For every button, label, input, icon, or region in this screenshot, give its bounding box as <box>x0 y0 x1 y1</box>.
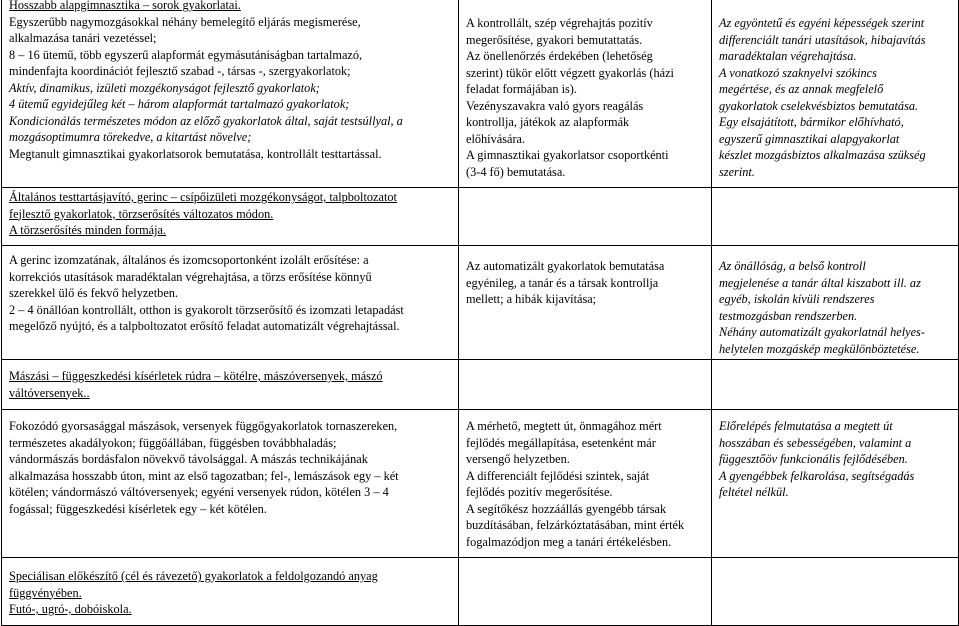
text-line: A differenciált fejlődési szintek, saját <box>466 468 650 483</box>
evaluation-cell <box>459 360 712 410</box>
text-line: Vezényszavakra való gyors reagálás <box>466 98 644 113</box>
text-line: Megtanult gimnasztikai gyakorlatsorok bemutatása, kontrollált testtartással. <box>9 146 382 161</box>
text-line: mozgásoptimumra törekedve, a kitartást növelve; <box>9 130 252 144</box>
outcome-cell <box>712 558 959 626</box>
text-line: kötélen; vándormászó váltóversenyek; egyéni versenyek rúdon, kötélen 3 – 4 <box>9 485 389 499</box>
activity-cell <box>2 558 459 626</box>
activity-cell <box>2 188 459 246</box>
outcome-cell <box>712 246 959 360</box>
table-row <box>2 188 959 246</box>
text-line: szerint) tükör előtt végzett gyakorlás (házi <box>466 65 674 80</box>
outcome-cell <box>712 360 959 410</box>
text-line: vándormászás bordásfalon növekvő távolsággal. A mászás technikájának <box>9 452 368 466</box>
text-line: mellett; a hibák kijavítása; <box>466 292 597 306</box>
text-line: Az automatizált gyakorlatok bemutatása <box>466 259 665 273</box>
text-line: fogással; függeszkedési kísérletek egy – két kötélen. <box>9 501 267 516</box>
text-line: 4 ütemű egyidejűleg két – három alapformát tartalmazó gyakorlatok; <box>9 97 350 111</box>
text-line: Előrelépés felmutatása a megtett út <box>719 419 893 433</box>
text-line: függesztőöv funkcionális fejlődésében. <box>719 452 908 466</box>
outcome-cell <box>712 0 959 188</box>
text-line: megjelenése a tanár által kiszabott ill. az <box>719 275 921 290</box>
text-line: fejlődés pozitív megerősítése. <box>466 485 613 499</box>
text-line: előhívására. <box>466 131 526 146</box>
text-line: maradéktalan végrehajtása. <box>719 49 857 63</box>
text-line: Néhány automatizált gyakorlatnál helyes- <box>719 325 925 339</box>
text-line: A gimnasztikai gyakorlatsor csoportkénti <box>466 148 669 162</box>
section-heading: függvényében. <box>9 585 82 600</box>
section-heading: váltóversenyek.. <box>9 385 90 400</box>
evaluation-cell <box>459 410 712 558</box>
text-line: buzdításában, felzárkóztatásában, mint érték <box>466 518 685 532</box>
table-row <box>2 410 959 558</box>
text-line: egyéb, iskolán kívüli rendszeres <box>719 292 875 306</box>
text-line: A gyengébbek felkarolása, segítségadás <box>719 468 915 483</box>
text-line: szerekkel ülő és fekvő helyzetben. <box>9 286 179 300</box>
activity-cell <box>2 0 459 188</box>
text-line: feladat formájában is). <box>466 82 577 96</box>
text-line: Az önellenőrzés érdekében (lehetőség <box>466 49 653 63</box>
evaluation-cell <box>459 0 712 188</box>
text-line: testmozgásban rendszerben. <box>719 308 858 323</box>
evaluation-cell <box>459 246 712 360</box>
outcome-cell <box>712 410 959 558</box>
text-line: fogalmazódjon meg a tanári értékelésben. <box>466 534 672 549</box>
text-line: megerősítése, gyakori bemutattatás. <box>466 32 643 47</box>
section-heading: Általános testtartásjavító, gerinc – csípőizületi mozgékonyságot, talpboltozatot <box>9 190 397 204</box>
text-line: Kondicionálás természetes módon az előző gyakorlatok által, saját testsúllyal, a <box>9 113 403 128</box>
evaluation-cell <box>459 558 712 626</box>
section-heading: fejlesztő gyakorlatok, törzserősítés változatos módon. <box>9 206 274 221</box>
text-line: A mérhető, megtett út, önmagához mért <box>466 419 662 433</box>
text-line: fejlődés megállapítása, esetenként már <box>466 435 656 450</box>
text-line: készlet mozgásbiztos alkalmazása szükség <box>719 148 926 162</box>
outcome-cell <box>712 188 959 246</box>
text-line: (3-4 fő) bemutatása. <box>466 164 566 179</box>
text-line: Egyszerűbb nagymozgásokkal néhány bemelegítő eljárás megismerése, <box>9 14 361 29</box>
table-row <box>2 0 959 188</box>
section-heading: Speciálisan előkészítő (cél és rávezető) gyakorlatok a feldolgozandó anyag <box>9 569 378 583</box>
text-line: természetes akadályokon; függőállában, függésben továbbhaladás; <box>9 435 337 450</box>
text-line: alkalmazása tanári vezetéssel; <box>9 31 157 45</box>
activity-cell <box>2 410 459 558</box>
text-line: Az egyöntetű és egyéni képességek szerint <box>719 16 925 30</box>
text-line: Fokozódó gyorsasággal mászások, versenyek függőgyakorlatok tornaszereken, <box>9 419 398 433</box>
text-line: A segítőkész hozzáállás gyengébb társak <box>466 501 667 516</box>
text-line: egyénileg, a tanár és a társak kontrollja <box>466 275 659 290</box>
text-line: kontrollja, játékok az alapformák <box>466 115 630 129</box>
text-line: versengő helyzetben. <box>466 452 570 466</box>
text-line: Az önállóság, a belső kontroll <box>719 259 866 273</box>
text-line: A vonatkozó szaknyelvi szókincs <box>719 65 877 80</box>
text-line: differenciált tanári utasítások, hibajavítás <box>719 32 926 47</box>
text-line: 8 – 16 ütemű, több egyszerű alapformát egymásutániságban tartalmazó, <box>9 47 363 62</box>
text-line: feltétel nélkül. <box>719 485 789 499</box>
text-line: 2 – 4 önállóan kontrollált, otthon is gyakorolt törzserősítő és izomzati letapadást <box>9 302 404 317</box>
text-line: megértése, és az annak megfelelő <box>719 82 884 96</box>
evaluation-cell <box>459 188 712 246</box>
section-heading: Mászási – függeszkedési kísérletek rúdra – kötélre, mászóversenyek, mászó <box>9 369 383 383</box>
section-heading: A törzserősítés minden formája. <box>9 223 167 237</box>
text-line: A gerinc izomzatának, általános és izomcsoportonként izolált erősítése: a <box>9 253 369 267</box>
text-line: egyszerű gimnasztikai alapgyakorlat <box>719 131 900 146</box>
curriculum-table <box>1 0 959 626</box>
activity-cell <box>2 246 459 360</box>
table-row <box>2 246 959 360</box>
text-line: A kontrollált, szép végrehajtás pozitív <box>466 16 653 30</box>
table-row <box>2 360 959 410</box>
text-line: Egy elsajátított, bármikor előhívható, <box>719 115 904 129</box>
section-heading: Hosszabb alapgimnasztika – sorok gyakorlatai. <box>9 0 241 12</box>
text-line: szerint. <box>719 164 755 179</box>
text-line: megelőző nyújtó, és a talpboltozatot erősítő feladat automatizált végrehajtással. <box>9 319 400 333</box>
text-line: alkalmazása hosszabb úton, mint az első tagozatban; fel-, lemászások egy – két <box>9 468 399 483</box>
activity-cell <box>2 360 459 410</box>
text-line: hosszában és sebességében, valamint a <box>719 435 912 450</box>
text-line: gyakorlatok cselekvésbiztos bemutatása. <box>719 98 919 113</box>
text-line: mindenfajta koordinációt fejlesztő szabad -, társas -, szergyakorlatok; <box>9 64 351 78</box>
text-line: Aktív, dinamikus, izületi mozgékonyságot fejlesztő gyakorlatok; <box>9 80 320 95</box>
section-heading: Futó-, ugró-, dobóiskola. <box>9 602 132 616</box>
table-row <box>2 558 959 626</box>
text-line: korrekciós utasítások maradéktalan végrehajtása, a törzs erősítése könnyű <box>9 269 372 284</box>
text-line: helytelen mozgáskép megkülönböztetése. <box>719 341 920 356</box>
